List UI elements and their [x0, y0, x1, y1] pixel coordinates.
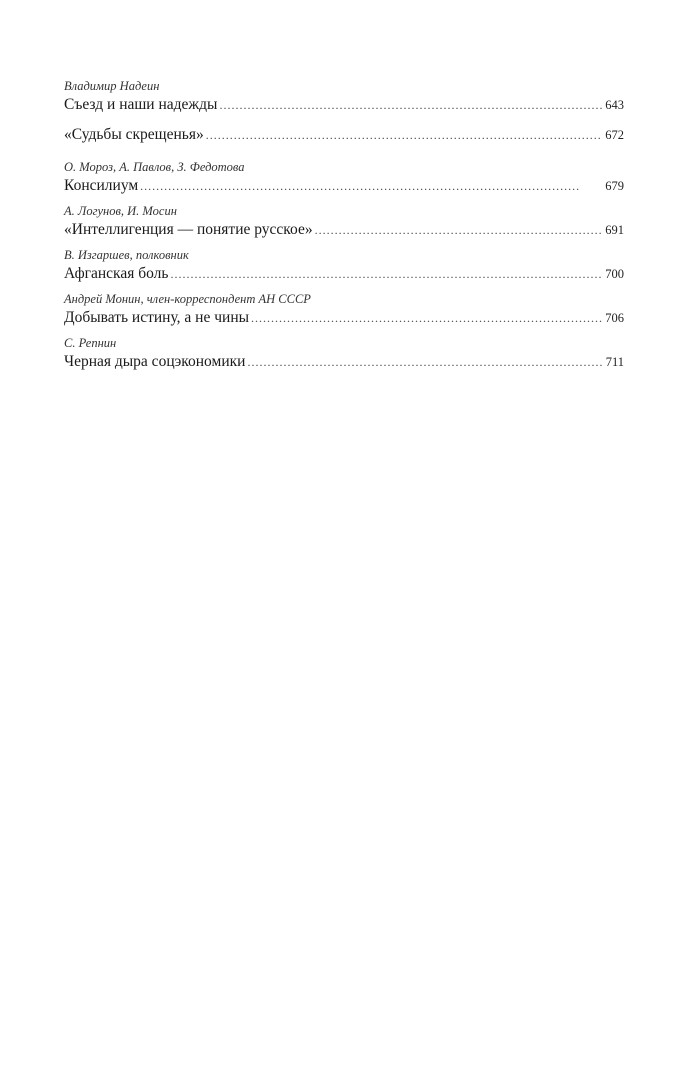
toc-line [64, 220, 624, 240]
toc-entry [64, 124, 624, 159]
toc-author: В. Изгаршев, полковник [64, 248, 189, 262]
dot-leader [247, 352, 602, 372]
toc-line [64, 125, 624, 145]
toc-title[interactable]: «Судьбы скрещенья» [64, 126, 204, 143]
toc-title[interactable]: Съезд и наши надежды [64, 96, 218, 113]
toc-title[interactable]: Черная дыра соцэкономики [64, 353, 246, 370]
toc-line [64, 95, 624, 115]
dot-leader [170, 264, 602, 284]
toc-page-number: 700 [605, 267, 624, 281]
toc-title[interactable]: «Интеллигенция — понятие русское» [64, 221, 313, 238]
toc-author: А. Логунов, И. Мосин [64, 204, 177, 218]
toc-author: О. Мороз, А. Павлов, З. Федотова [64, 160, 245, 174]
toc-entry [64, 159, 624, 203]
toc-line [64, 352, 624, 372]
toc-line [64, 176, 624, 196]
table-of-contents [64, 78, 624, 379]
toc-author: С. Репнин [64, 336, 117, 350]
toc-entry [64, 203, 624, 247]
toc-page-number: 691 [605, 223, 624, 237]
dot-leader [206, 125, 603, 145]
toc-author: Владимир Надеин [64, 79, 160, 93]
toc-page-number: 706 [605, 311, 624, 325]
dot-leader [315, 220, 603, 240]
toc-entry [64, 291, 624, 335]
toc-entry [64, 335, 624, 379]
dot-leader [140, 176, 602, 196]
toc-line [64, 264, 624, 284]
toc-line [64, 308, 624, 328]
toc-title[interactable]: Консилиум [64, 177, 139, 194]
toc-title[interactable]: Афганская боль [64, 265, 169, 282]
toc-page-number: 711 [605, 355, 624, 369]
toc-entry [64, 247, 624, 291]
toc-page-number: 679 [605, 179, 624, 193]
toc-author: Андрей Монин, член-корреспондент АН СССР [64, 292, 311, 306]
dot-leader [219, 95, 602, 115]
toc-title[interactable]: Добывать истину, а не чины [64, 309, 250, 326]
toc-page-number: 643 [605, 98, 624, 112]
toc-page-number: 672 [605, 128, 624, 142]
toc-entry [64, 78, 624, 124]
dot-leader [251, 308, 602, 328]
